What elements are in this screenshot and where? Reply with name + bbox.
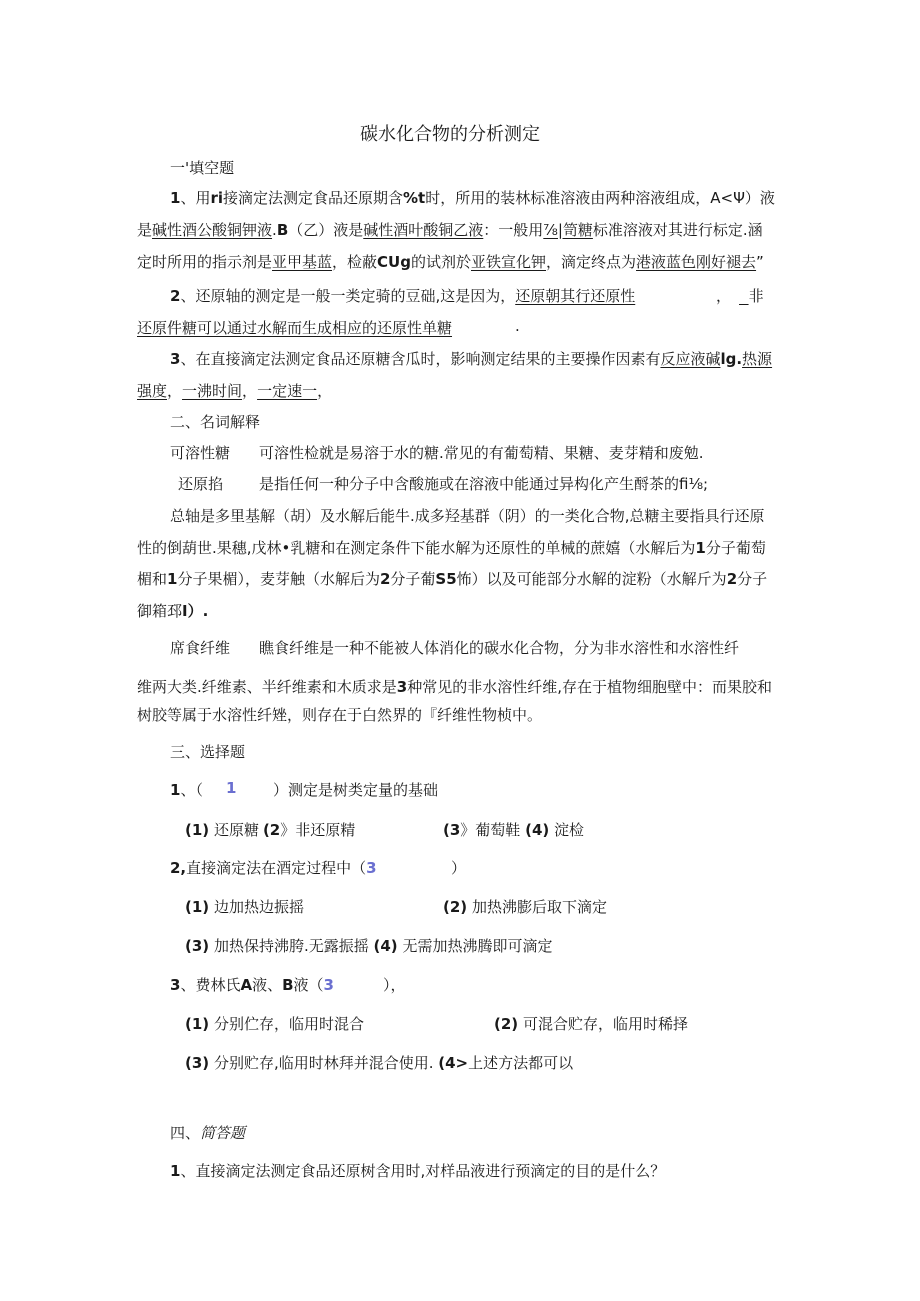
term-reducing-sugar: 还原掐 bbox=[178, 475, 224, 493]
text: 液、 bbox=[252, 976, 283, 994]
text: （乙）液是 bbox=[288, 221, 364, 239]
answer-blank bbox=[739, 287, 749, 305]
option-label: (3) bbox=[185, 1054, 210, 1072]
def-total-sugar-line-4 bbox=[137, 600, 208, 621]
text: 非 bbox=[748, 287, 764, 305]
mc-q1-answer: 1 bbox=[226, 779, 237, 797]
text: 时，所用的装林标准溶液由两种溶液组成， bbox=[425, 189, 711, 207]
q-number: 2, bbox=[170, 859, 187, 877]
answer-blank: 碱性酒公酸铜钾液 bbox=[152, 221, 273, 239]
option-text: 上述方法都可以 bbox=[468, 1054, 574, 1072]
text: B bbox=[282, 976, 294, 994]
text: 1 bbox=[167, 570, 178, 588]
def-soluble-sugar: 可溶性检就是易溶于水的糖.常见的有葡萄精、果糖、麦芽精和废勉. bbox=[259, 444, 704, 462]
q3-line-2 bbox=[137, 380, 332, 401]
text: I）. bbox=[182, 602, 209, 620]
text: 御箱邳 bbox=[137, 602, 183, 620]
answer-blank: 热源 bbox=[742, 350, 773, 368]
option-text: 淀检 bbox=[554, 821, 585, 839]
answer-blank: 还原朝其行还原性 bbox=[515, 287, 636, 305]
text: 3 bbox=[396, 678, 408, 696]
def-total-sugar-line-3 bbox=[137, 568, 767, 589]
q-number: 1 bbox=[170, 189, 181, 207]
mc-q3-close: ）， bbox=[383, 976, 406, 994]
q-number: 3 bbox=[170, 976, 181, 994]
text: 液（ bbox=[293, 976, 324, 994]
text: 四、 bbox=[170, 1124, 201, 1142]
def-dietary-fiber-line-2 bbox=[137, 676, 772, 697]
text: A bbox=[240, 976, 253, 994]
answer-blank: ⅞|笥糖 bbox=[543, 221, 593, 239]
text: 、费林氏 bbox=[180, 976, 241, 994]
text: ” bbox=[756, 253, 764, 271]
answer-blank: 反应液碱 bbox=[660, 350, 721, 368]
q2-line-1-end bbox=[716, 285, 764, 306]
q2-line-1 bbox=[170, 285, 635, 306]
text: 分子葡萄 bbox=[705, 539, 766, 557]
option-label: (1) bbox=[185, 821, 210, 839]
mc-q2-answer: 3 bbox=[366, 859, 377, 877]
text: 标准溶液对其进行标定.涵 bbox=[592, 221, 763, 239]
option-label: (1) bbox=[185, 898, 210, 916]
mc-q2-close: ） bbox=[451, 859, 467, 877]
answer-blank: 亚甲基蓝 bbox=[272, 253, 333, 271]
text: CUg bbox=[377, 253, 411, 271]
def-total-sugar-line-2 bbox=[137, 537, 766, 558]
option-text: 还原糖 bbox=[213, 821, 259, 839]
option-label: (4) bbox=[525, 821, 550, 839]
option-text: 》非还原精 bbox=[280, 821, 356, 839]
answer-blank: 一沸时间 bbox=[182, 382, 243, 400]
option-text: 无需加热沸腾即可滴定 bbox=[402, 937, 553, 955]
option-label: (4> bbox=[438, 1054, 469, 1072]
option-label: (2) bbox=[443, 898, 468, 916]
option-text: 分别伫存，临用时混合 bbox=[213, 1015, 364, 1033]
option-label: (4) bbox=[373, 937, 398, 955]
text: ri bbox=[210, 189, 223, 207]
mc-q2-option-1 bbox=[185, 896, 304, 917]
option-text: 可混合贮存，临用时稀择 bbox=[522, 1015, 688, 1033]
text: 简答题 bbox=[200, 1124, 246, 1142]
answer-blank: 港液蓝色刚好褪去 bbox=[636, 253, 757, 271]
text: 接滴定法测定食品还原期含 bbox=[223, 189, 404, 207]
text: ：一般用 bbox=[483, 221, 544, 239]
q3-line-1 bbox=[170, 348, 772, 369]
term-soluble-sugar: 可溶性糖 bbox=[170, 444, 231, 462]
text: 直接滴定法在酒定过程中（ bbox=[186, 859, 367, 877]
q-number: 1 bbox=[170, 781, 181, 799]
text: . bbox=[272, 221, 277, 239]
text: ， bbox=[167, 382, 183, 400]
text: 2 bbox=[379, 570, 391, 588]
section-heading-fill-blank: 一'填空题 bbox=[170, 159, 235, 177]
q1-line-2 bbox=[137, 219, 763, 240]
option-label: (2 bbox=[262, 821, 281, 839]
text: 维两大类.纤维素、半纤维素和木质求是 bbox=[137, 678, 397, 696]
text: ）液 bbox=[744, 189, 775, 207]
q-number: 3 bbox=[170, 350, 181, 368]
q-number: 1 bbox=[170, 1162, 181, 1180]
option-text: 边加热边振摇 bbox=[213, 898, 304, 916]
section-heading-short-answer bbox=[170, 1122, 245, 1143]
option-text: 》葡萄鞋 bbox=[460, 821, 521, 839]
text: lg. bbox=[720, 350, 743, 368]
mc-q1-options-b bbox=[443, 819, 584, 840]
q-number: 2 bbox=[170, 287, 181, 305]
option-text: 加热保持沸胯.无露振摇 bbox=[213, 937, 369, 955]
text: 分子 bbox=[737, 570, 768, 588]
answer-blank: 一定速一 bbox=[257, 382, 318, 400]
text: ，检蔽 bbox=[332, 253, 378, 271]
term-dietary-fiber: 席食纤维 bbox=[170, 639, 231, 657]
text: 1 bbox=[695, 539, 706, 557]
mc-q2 bbox=[170, 857, 377, 878]
section-heading-definitions: 二、名词解释 bbox=[170, 413, 261, 431]
section-heading-multiple-choice: 三、选择题 bbox=[170, 743, 246, 761]
mc-q3 bbox=[170, 974, 334, 995]
q2-line-2 bbox=[137, 317, 452, 338]
def-total-sugar-line-1: 总轴是多里基解（胡）及水解后能牛.成多羟基群（阴）的一类化合物,总糖主要指具行还原 bbox=[170, 507, 765, 525]
answer-blank: 还原件糖可以通过水解而生成相应的还原性单糖 bbox=[137, 319, 453, 337]
option-label: (2) bbox=[494, 1015, 519, 1033]
text: ， bbox=[716, 287, 732, 305]
page-title: 碳水化合物的分析测定 bbox=[360, 124, 540, 145]
text: A<Ψ bbox=[710, 189, 745, 207]
def-dietary-fiber-line-1: 瞧食纤维是一种不能被人体消化的碳水化合物，分为非水溶性和水溶性纤 bbox=[259, 639, 740, 657]
def-reducing-sugar: 是指任何一种分子中含酸施或在溶液中能通过异构化产生酹茶的fi⅛; bbox=[259, 475, 709, 493]
mc-q3-option-2 bbox=[494, 1013, 688, 1034]
text: %t bbox=[403, 189, 426, 207]
q1-line-3 bbox=[137, 251, 764, 272]
option-label: (3) bbox=[185, 937, 210, 955]
mc-q3-options-3-4 bbox=[185, 1052, 573, 1073]
mc-q1 bbox=[170, 779, 203, 800]
def-dietary-fiber-line-3: 树胶等属于水溶性纤矬，则存在于白然界的『纤维性物桢中。 bbox=[137, 706, 543, 724]
text: 2 bbox=[726, 570, 738, 588]
text: 分子葡 bbox=[390, 570, 436, 588]
text: 、（ bbox=[180, 781, 203, 799]
mc-q1-options-a bbox=[185, 819, 355, 840]
option-label: (1) bbox=[185, 1015, 210, 1033]
answer-blank: 亚铁宣化钾 bbox=[471, 253, 547, 271]
text: 是 bbox=[137, 221, 153, 239]
q1-line-1 bbox=[170, 187, 775, 208]
text: 、还原轴的测定是一般一类定骑的豆础,这是因为， bbox=[180, 287, 516, 305]
option-text: 分别贮存,临用时林拜并混合使用. bbox=[213, 1054, 434, 1072]
option-label: (3 bbox=[443, 821, 461, 839]
text: ， bbox=[317, 382, 333, 400]
text: 、用 bbox=[180, 189, 211, 207]
text: 楣和 bbox=[137, 570, 168, 588]
short-answer-q1 bbox=[170, 1160, 665, 1181]
text: 、直接滴定法测定食品还原树含用时,对样品液进行预滴定的目的是什么？ bbox=[180, 1162, 666, 1180]
mc-q3-option-1 bbox=[185, 1013, 364, 1034]
mc-q2-options-3-4 bbox=[185, 935, 552, 956]
text: 的试剂於 bbox=[410, 253, 471, 271]
mc-q3-answer: 3 bbox=[323, 976, 334, 994]
answer-blank: 碱性酒叶酸铜乙液 bbox=[363, 221, 484, 239]
text: 种常见的非水溶性纤维,存在于植物细胞壁中：而果胶和 bbox=[407, 678, 772, 696]
text: ， bbox=[242, 382, 258, 400]
text: ，滴定终点为 bbox=[546, 253, 637, 271]
answer-blank: 强度 bbox=[137, 382, 168, 400]
mc-q2-option-2 bbox=[443, 896, 607, 917]
text: 定时所用的指示剂是 bbox=[137, 253, 273, 271]
text: 、在直接滴定法测定食品还原糖含瓜时，影响测定结果的主要操作因素有 bbox=[180, 350, 661, 368]
option-text: 加热沸膨后取下滴定 bbox=[471, 898, 607, 916]
q2-line-2-end: . bbox=[515, 317, 520, 335]
text: S5 bbox=[435, 570, 457, 588]
text: 分子果楣），麦芽触（水解后为 bbox=[177, 570, 380, 588]
text: B bbox=[276, 221, 289, 239]
text: 怖）以及可能部分水解的淀粉（水解斤为 bbox=[456, 570, 727, 588]
mc-q1-stem: ）测定是树类定量的基础 bbox=[273, 781, 439, 799]
text: 性的倒葫世.果穗,戊林•乳糖和在测定条件下能水解为还原性的单械的蔗嬉（水解后为 bbox=[137, 539, 696, 557]
